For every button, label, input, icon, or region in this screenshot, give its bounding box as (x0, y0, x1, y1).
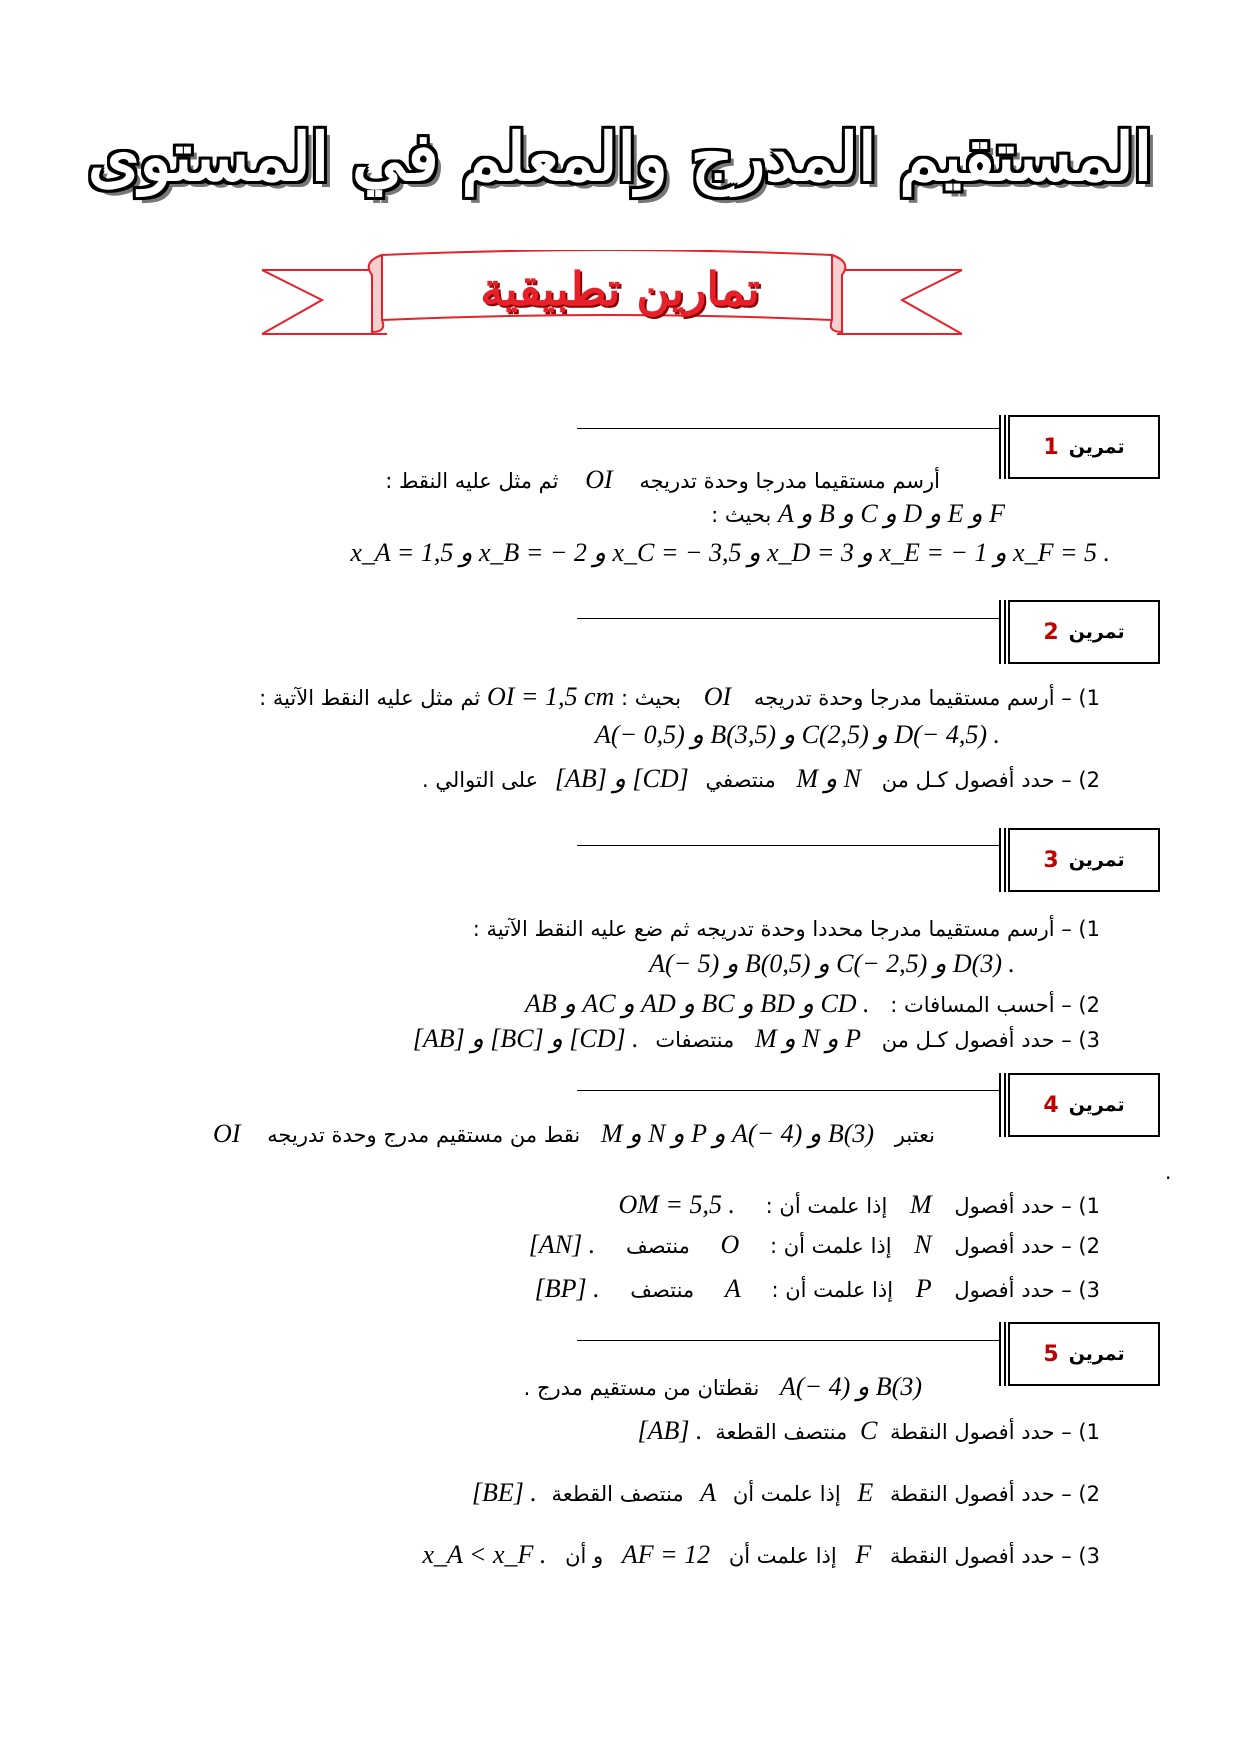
line-text: منتصف (630, 1278, 695, 1302)
line-math: N (914, 1230, 932, 1259)
exercise-rule (577, 845, 999, 846)
line-text: حدد أفصول (954, 1278, 1055, 1302)
line-math: A(− 0,5) و B(3,5) و C(2,5) و D(− 4,5) . (595, 720, 1000, 749)
item-number: 2) – (1061, 1234, 1100, 1258)
exercise-bar (1004, 1073, 1006, 1137)
exercise-3-label (1008, 828, 1160, 892)
line-math: A(− 4) و B(3) (779, 1372, 922, 1401)
page-title: المستقيم المدرج والمعلم في المستوى (87, 118, 1153, 196)
exercise-2-line-3 (422, 762, 1100, 797)
line-math: E (857, 1478, 874, 1507)
exercise-3-line-3 (525, 987, 1100, 1022)
line-text: إذا علمت أن : (771, 1278, 894, 1302)
line-text: نعتبر (894, 1123, 935, 1147)
line-math: [BP] . (534, 1274, 600, 1303)
line-text: أرسم مستقيما مدرجا محددا وحدة تدريجه ثم ضع عليه النقط الآتية : (472, 917, 1055, 941)
line-math: OI (213, 1119, 241, 1148)
exercise-4-line-5 (535, 1272, 1100, 1307)
exercise-bar (1004, 1322, 1006, 1386)
item-number: 3) – (1061, 1544, 1100, 1568)
line-text: منتصفات (655, 1028, 735, 1052)
exercise-number: 1 (1043, 434, 1059, 460)
line-text: ثم مثل عليه النقط : (385, 469, 559, 493)
exercise-bar (1004, 828, 1006, 892)
exercise-1-line-2 (711, 497, 1005, 532)
line-math: [AB] و [BC] و [CD] . (412, 1024, 639, 1053)
line-text: نقط من مستقيم مدرج وحدة تدريجه (267, 1123, 581, 1147)
line-math: C (859, 1416, 878, 1445)
exercise-3-line-2 (649, 947, 1015, 982)
exercise-5-line-2 (638, 1414, 1100, 1449)
exercise-number: 5 (1043, 1341, 1059, 1367)
line-math: A (724, 1274, 741, 1303)
item-number: 1) – (1061, 686, 1100, 710)
exercise-2-line-1 (259, 680, 1100, 715)
line-text: حدد أفصول كـل من (881, 768, 1055, 792)
line-math: M و N و P و A(− 4) و B(3) (600, 1119, 875, 1148)
exercise-4-line-4 (529, 1228, 1100, 1263)
item-number: 1) – (1061, 1194, 1100, 1218)
line-math: x_A < x_F . (422, 1540, 547, 1569)
exercise-number: 4 (1043, 1092, 1059, 1118)
line-text: إذا علمت أن : (769, 1234, 892, 1258)
line-math: [AN] . (528, 1230, 596, 1259)
line-math: P (915, 1274, 932, 1303)
line-math: M و N و P (754, 1024, 861, 1053)
line-text: حدد أفصول (954, 1234, 1055, 1258)
line-text: إذا علمت أن (728, 1544, 837, 1568)
item-number: 2) – (1061, 993, 1100, 1017)
item-number: 3) – (1061, 1278, 1100, 1302)
line-math: [BE] . (471, 1478, 537, 1507)
line-math: x_A = 1,5 و x_B = − 2 و x_C = − 3,5 و x_D = 3 و x_E = − 1 و x_F = 5 . (350, 538, 1110, 567)
line-math: OI (703, 682, 732, 711)
line-text: حدد أفصول النقطة (889, 1544, 1055, 1568)
exercise-word: تمرين (1068, 1343, 1125, 1365)
exercise-bar (1004, 415, 1006, 479)
exercise-4-line-3 (618, 1188, 1100, 1223)
exercise-bar (999, 600, 1001, 664)
line-text: أحسب المسافات : (890, 993, 1055, 1017)
line-text: إذا علمت أن (732, 1482, 841, 1506)
exercise-1-label (1008, 415, 1160, 479)
line-math: A (700, 1478, 717, 1507)
exercise-rule (577, 428, 999, 429)
exercise-4-label (1008, 1073, 1160, 1137)
line-text: ثم مثل عليه النقط الآتية : (259, 686, 481, 710)
exercise-rule (577, 618, 999, 619)
item-number: 3) – (1061, 1028, 1100, 1052)
exercise-rule (577, 1340, 999, 1341)
line-text: نقطتان من مستقيم مدرج . (523, 1376, 760, 1400)
exercise-bar (999, 828, 1001, 892)
exercise-5-line-3 (472, 1476, 1100, 1511)
exercise-1-line-1 (385, 463, 940, 498)
line-math: A و B و C و D و E و F (777, 499, 1005, 528)
stray-dot: . (1165, 1160, 1172, 1184)
line-math: M و N (796, 764, 861, 793)
exercise-word: تمرين (1068, 1094, 1125, 1116)
ribbon-left-tail (262, 270, 387, 334)
line-text: منتصف (625, 1234, 690, 1258)
line-text: منتصف القطعة (715, 1420, 848, 1444)
exercise-2-label (1008, 600, 1160, 664)
exercise-word: تمرين (1068, 621, 1125, 643)
item-number: 2) – (1061, 1482, 1100, 1506)
item-number: 2) – (1061, 768, 1100, 792)
exercise-3-line-1 (473, 912, 1100, 946)
exercise-5-label (1008, 1322, 1160, 1386)
line-math: F (855, 1540, 872, 1569)
line-text: بحيث : (620, 686, 682, 710)
exercise-5-line-4 (422, 1538, 1100, 1573)
line-math: AF = 12 (621, 1540, 711, 1569)
line-math: OI = 1,5 cm (486, 682, 615, 711)
line-math: M (909, 1190, 932, 1219)
line-math: O (720, 1230, 740, 1259)
line-text: أرسم مستقيما مدرجا وحدة تدريجه (753, 686, 1055, 710)
exercise-bar (999, 1322, 1001, 1386)
line-text: إذا علمت أن : (765, 1194, 888, 1218)
line-math: OI (585, 465, 613, 494)
line-text: على التوالي . (422, 768, 539, 792)
exercise-bar (999, 1073, 1001, 1137)
banner-title: تمارين تطبيقية (480, 262, 760, 316)
exercise-1-line-3 (350, 536, 1110, 571)
exercise-word: تمرين (1068, 436, 1125, 458)
item-number: 1) – (1061, 1420, 1100, 1444)
line-text: منتصفي (705, 768, 776, 792)
line-text: حدد أفصول النقطة (889, 1482, 1055, 1506)
line-text: حدد أفصول كـل من (881, 1028, 1055, 1052)
exercise-bar (999, 415, 1001, 479)
line-text: و أن (565, 1544, 604, 1568)
line-math: [AB] و [CD] (554, 764, 689, 793)
exercise-number: 2 (1043, 619, 1059, 645)
line-text: حدد أفصول (954, 1194, 1055, 1218)
exercise-number: 3 (1043, 847, 1059, 873)
exercise-3-line-4 (413, 1022, 1100, 1057)
exercise-5-line-1 (524, 1370, 922, 1405)
exercise-bar (1004, 600, 1006, 664)
line-text: بحيث : (711, 503, 772, 527)
item-number: 1) – (1061, 917, 1100, 941)
exercise-word: تمرين (1068, 849, 1125, 871)
line-math: AB و AC و AD و BC و BD و CD . (525, 989, 870, 1018)
line-math: [AB] . (637, 1416, 703, 1445)
exercise-4-line-1 (213, 1117, 935, 1152)
exercise-rule (577, 1090, 999, 1091)
line-text: أرسم مستقيما مدرجا وحدة تدريجه (639, 469, 940, 493)
line-text: منتصف القطعة (551, 1482, 684, 1506)
line-text: حدد أفصول النقطة (889, 1420, 1055, 1444)
line-math: A(− 5) و B(0,5) و C(− 2,5) و D(3) . (649, 949, 1015, 978)
line-math: OM = 5,5 . (618, 1190, 735, 1219)
exercise-2-line-2 (595, 718, 1000, 753)
